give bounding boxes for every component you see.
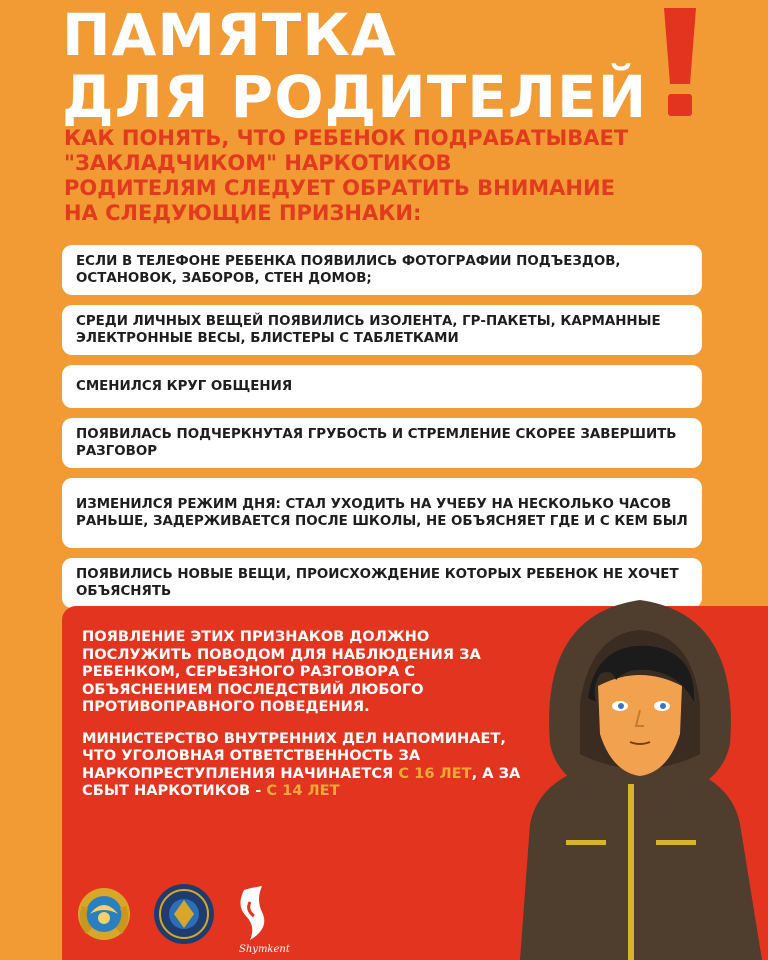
police-seal-icon	[154, 884, 214, 944]
warning-p2-part1: МИНИСТЕРСТВО ВНУТРЕННИХ ДЕЛ НАПОМИНАЕТ, ЧТО УГОЛОВНАЯ ОТВЕТСТВЕННОСТЬ ЗА НАРКОПРЕСТУПЛЕНИЯ НАЧИНАЕТСЯ	[82, 729, 506, 782]
subtitle-line-3: РОДИТЕЛЯМ СЛЕДУЕТ ОБРАТИТЬ ВНИМАНИЕ	[64, 176, 615, 200]
subtitle-line-2: "ЗАКЛАДЧИКОМ" НАРКОТИКОВ	[64, 151, 452, 175]
sign-text: ПОЯВИЛАСЬ ПОДЧЕРКНУТАЯ ГРУБОСТЬ И СТРЕМЛЕНИЕ СКОРЕЕ ЗАВЕРШИТЬ РАЗГОВОР	[76, 427, 677, 459]
sign-card	[62, 365, 702, 408]
poster-subtitle	[64, 126, 724, 226]
coat-of-arms-icon	[78, 888, 130, 940]
warning-p2-part2: , А ЗА СБЫТ НАРКОТИКОВ -	[82, 764, 521, 799]
city-logo-icon	[239, 886, 291, 955]
teen-illustration	[500, 594, 768, 960]
poster-title	[62, 1, 648, 131]
title-line-1: ПАМЯТКА	[62, 1, 397, 69]
sign-text: СМЕНИЛСЯ КРУГ ОБЩЕНИЯ	[76, 379, 293, 394]
sign-text: ПОЯВИЛИСЬ НОВЫЕ ВЕЩИ, ПРОИСХОЖДЕНИЕ КОТОРЫХ РЕБЕНОК НЕ ХОЧЕТ ОБЪЯСНЯТЬ	[76, 567, 679, 599]
warning-paragraph-2	[82, 730, 522, 800]
warning-text	[82, 628, 522, 814]
sign-card	[62, 245, 702, 295]
subtitle-line-1: КАК ПОНЯТЬ, ЧТО РЕБЕНОК ПОДРАБАТЫВАЕТ	[64, 126, 629, 150]
sign-card	[62, 305, 702, 355]
warning-paragraph-1: ПОЯВЛЕНИЕ ЭТИХ ПРИЗНАКОВ ДОЛЖНО ПОСЛУЖИТЬ ПОВОДОМ ДЛЯ НАБЛЮДЕНИЯ ЗА РЕБЕНКОМ, СЕРЬЕЗНОГО РАЗГОВОРА С ОБЪЯСНЕНИЕМ ПОСЛЕДСТВИЙ ЛЮБОГО ПРОТИВОПРАВНОГО ПОВЕДЕНИЯ.	[82, 628, 481, 715]
sign-text: ИЗМЕНИЛСЯ РЕЖИМ ДНЯ: СТАЛ УХОДИТЬ НА УЧЕБУ НА НЕСКОЛЬКО ЧАСОВ РАНЬШЕ, ЗАДЕРЖИВАЕТСЯ ПОСЛЕ ШКОЛЫ, НЕ ОБЪЯСНЯЕТ ГДЕ И С КЕМ БЫЛ	[76, 497, 688, 529]
sign-card	[62, 418, 702, 468]
logos-row	[74, 876, 294, 956]
city-logo-text: Shymkent	[239, 944, 290, 955]
exclamation-icon	[660, 8, 700, 118]
age-16-highlight: С 16 ЛЕТ	[398, 764, 472, 782]
age-14-highlight: С 14 ЛЕТ	[266, 782, 340, 799]
sign-card	[62, 478, 702, 548]
signs-list	[62, 245, 702, 618]
subtitle-line-4: НА СЛЕДУЮЩИЕ ПРИЗНАКИ:	[64, 201, 422, 225]
title-line-2: ДЛЯ РОДИТЕЛЕЙ	[62, 63, 648, 131]
sign-text: СРЕДИ ЛИЧНЫХ ВЕЩЕЙ ПОЯВИЛИСЬ ИЗОЛЕНТА, ГР-ПАКЕТЫ, КАРМАННЫЕ ЭЛЕКТРОННЫЕ ВЕСЫ, БЛИСТЕРЫ С ТАБЛЕТКАМИ	[76, 314, 661, 346]
sign-text: ЕСЛИ В ТЕЛЕФОНЕ РЕБЕНКА ПОЯВИЛИСЬ ФОТОГРАФИИ ПОДЪЕЗДОВ, ОСТАНОВОК, ЗАБОРОВ, СТЕН ДОМОВ;	[76, 254, 621, 286]
